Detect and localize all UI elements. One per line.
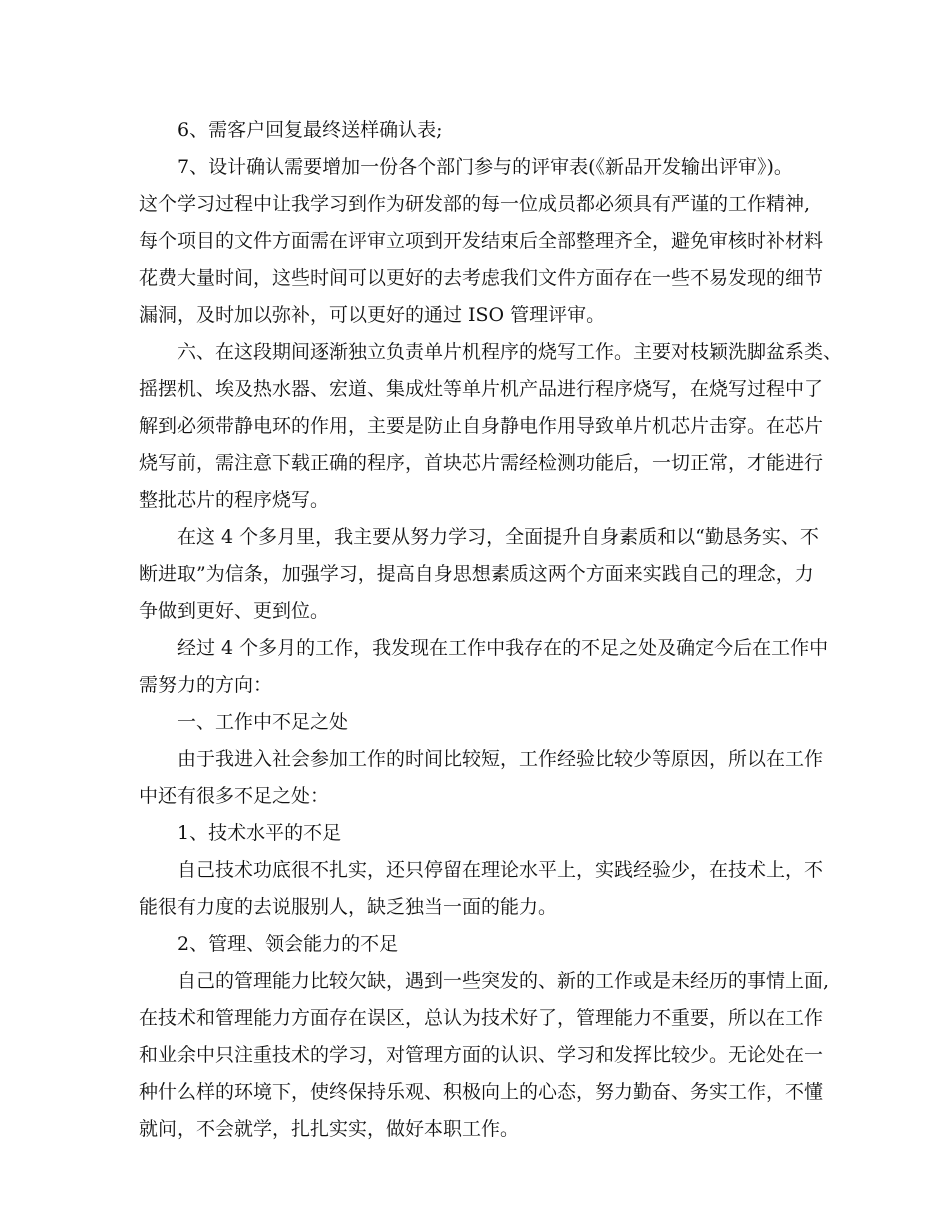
- document-body: [139, 112, 843, 1148]
- paragraph-line: 由于我进入社会参加工作的时间比较短，工作经验比较少等原因，所以在工作: [177, 748, 824, 770]
- paragraph-line: 中还有很多不足之处：: [139, 785, 330, 807]
- paragraph-line: 摇摆机、埃及热水器、宏道、集成灶等单片机产品进行程序烧写，在烧写过程中了: [139, 378, 824, 400]
- paragraph-line: 2、管理、领会能力的不足: [177, 933, 399, 955]
- paragraph-line: 自己技术功底很不扎实，还只停留在理论水平上，实践经验少，在技术上，不: [177, 859, 824, 881]
- paragraph-line: 在这 4 个多月里，我主要从努力学习，全面提升自身素质和以“勤恳务实、不: [177, 526, 819, 548]
- paragraph-line: 1、技术水平的不足: [177, 822, 342, 844]
- paragraph-line: 漏洞，及时加以弥补，可以更好的通过 ISO 管理评审。: [139, 304, 606, 326]
- paragraph-line: 种什么样的环境下，使终保持乐观、积极向上的心态，努力勤奋、务实工作，不懂: [139, 1081, 824, 1103]
- paragraph-line: 这个学习过程中让我学习到作为研发部的每一位成员都必须具有严谨的工作精神,: [139, 193, 811, 215]
- paragraph-line: 整批芯片的程序烧写。: [139, 489, 330, 511]
- paragraph-line: 需努力的方向：: [139, 674, 273, 696]
- paragraph-line: 烧写前，需注意下载正确的程序，首块芯片需经检测功能后，一切正常，才能进行: [139, 452, 824, 474]
- paragraph-line: 在技术和管理能力方面存在误区，总认为技术好了，管理能力不重要，所以在工作: [139, 1007, 824, 1029]
- paragraph-line: 每个项目的文件方面需在评审立项到开发结束后全部整理齐全，避免审核时补材料: [139, 230, 824, 252]
- paragraph-line: 7、设计确认需要增加一份各个部门参与的评审表(《新品开发输出评审》)。: [177, 156, 793, 178]
- paragraph-line: 花费大量时间，这些时间可以更好的去考虑我们文件方面存在一些不易发现的细节: [139, 267, 824, 289]
- paragraph-line: 自己的管理能力比较欠缺，遇到一些突发的、新的工作或是未经历的事情上面,: [177, 970, 830, 992]
- paragraph-line: 断进取”为信条，加强学习，提高自身思想素质这两个方面来实践自己的理念，力: [139, 563, 814, 585]
- paragraph-line: 6、需客户回复最终送样确认表;: [177, 119, 443, 141]
- paragraph-line: 六、在这段期间逐渐独立负责单片机程序的烧写工作。主要对枝颖洗脚盆系类、: [177, 341, 843, 363]
- paragraph-line: 就问，不会就学，扎扎实实，做好本职工作。: [139, 1118, 520, 1140]
- paragraph-line: 经过 4 个多月的工作，我发现在工作中我存在的不足之处及确定今后在工作中: [177, 637, 829, 659]
- paragraph-line: 能很有力度的去说服别人，缺乏独当一面的能力。: [139, 896, 558, 918]
- paragraph-line: 和业余中只注重技术的学习，对管理方面的认识、学习和发挥比较少。无论处在一: [139, 1044, 824, 1066]
- paragraph-line: 解到必须带静电环的作用，主要是防止自身静电作用导致单片机芯片击穿。在芯片: [139, 415, 824, 437]
- paragraph-line: 争做到更好、更到位。: [139, 600, 330, 622]
- paragraph-line: 一、工作中不足之处: [177, 711, 349, 733]
